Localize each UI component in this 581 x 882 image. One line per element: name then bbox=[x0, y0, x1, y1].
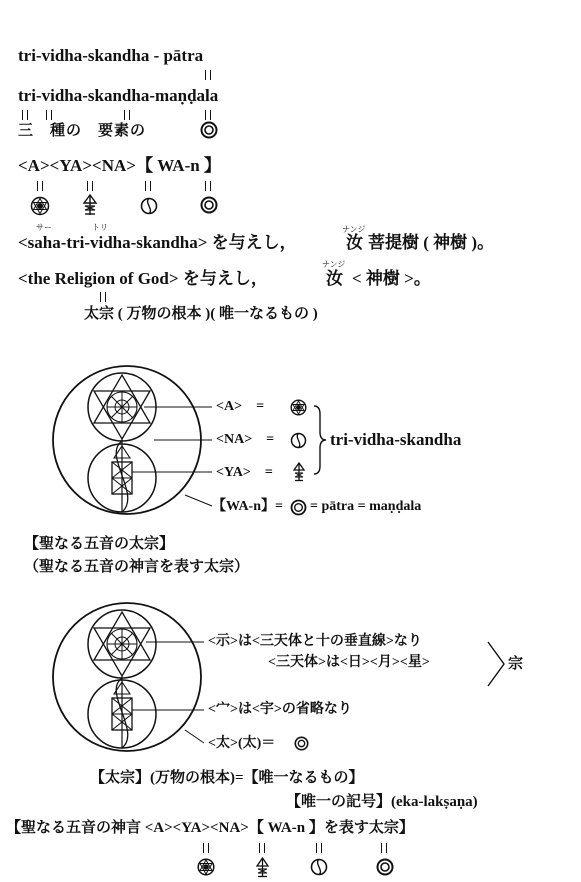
diagram1-ya: <YA> = bbox=[216, 465, 273, 480]
diagram2-brace-label: 宗 bbox=[508, 656, 524, 672]
ruby-tori: トリ bbox=[92, 223, 108, 232]
line-saha: <saha-tri-vidha-skandha> を与えし， bbox=[18, 233, 297, 252]
line-religion-nanji: 汝 bbox=[326, 269, 343, 288]
equals-mark bbox=[381, 843, 387, 853]
bottom-line-1: 【太宗】(万物の根本)=【唯一なるもの】 bbox=[90, 770, 364, 786]
diagram1-wan: 【WA-n】= bbox=[212, 499, 283, 514]
bottom-line-3: 【聖なる五音の神言 <A><YA><NA>【 WA-n 】を表す太宗】 bbox=[6, 820, 414, 836]
double-circle-icon bbox=[376, 858, 394, 876]
yin-yang-icon bbox=[310, 858, 328, 876]
diagram1-wan-rest: = pātra = maṇḍala bbox=[310, 499, 422, 514]
line-tri-vidha-mandala: tri-vidha-skandha-maṇḍala bbox=[18, 86, 219, 105]
diagram2-line-3: <宀>は<宇>の省略なり bbox=[208, 702, 352, 717]
line-religion: <the Religion of God> を与えし， bbox=[18, 269, 268, 288]
line-religion-tree: < 神樹 >。 bbox=[352, 269, 431, 288]
diagram1-na: <NA> = bbox=[216, 432, 275, 447]
line-saha-bodhi: 菩提樹 ( 神樹 )。 bbox=[368, 233, 495, 252]
ruby-nanji: ナンジ bbox=[342, 225, 366, 234]
diagram2-line-4: <太>(太)＝ bbox=[208, 736, 276, 751]
equals-mark bbox=[316, 843, 322, 853]
diagram1-a: <A> = bbox=[216, 399, 265, 414]
star-wheel-icon bbox=[197, 858, 215, 876]
line-saha-nanji: 汝 bbox=[346, 233, 363, 252]
line-tri-vidha-patra: tri-vidha-skandha - pātra bbox=[18, 46, 204, 65]
diagram1-caption-1: 【聖なる五音の太宗】 bbox=[24, 536, 175, 552]
line-a-ya-na-wan: <A><YA><NA>【 WA-n 】 bbox=[18, 156, 221, 175]
arrow-tree-icon bbox=[255, 857, 270, 878]
diagram2-line-1: <示>は<三天体と十の垂直線>なり bbox=[208, 634, 422, 649]
double-circle-icon bbox=[294, 736, 309, 751]
ruby-nanji: ナンジ bbox=[322, 260, 346, 269]
equals-mark bbox=[203, 843, 209, 853]
diagram1-caption-2: （聖なる五音の神言を表す太宗） bbox=[24, 559, 250, 575]
bottom-line-2: 【唯一の記号】(eka-lakṣaṇa) bbox=[286, 794, 478, 810]
equals-mark bbox=[259, 843, 265, 853]
line-taiso: 太宗 ( 万物の根本 )( 唯一なるもの ) bbox=[84, 306, 318, 322]
diagram2-line-2: <三天体>は<日><月><星> bbox=[268, 655, 430, 670]
line-three-elements: 三 種の 要素の bbox=[18, 123, 147, 139]
diagram1-brace-label: tri-vidha-skandha bbox=[330, 430, 462, 449]
ruby-sa: サー bbox=[36, 223, 52, 232]
